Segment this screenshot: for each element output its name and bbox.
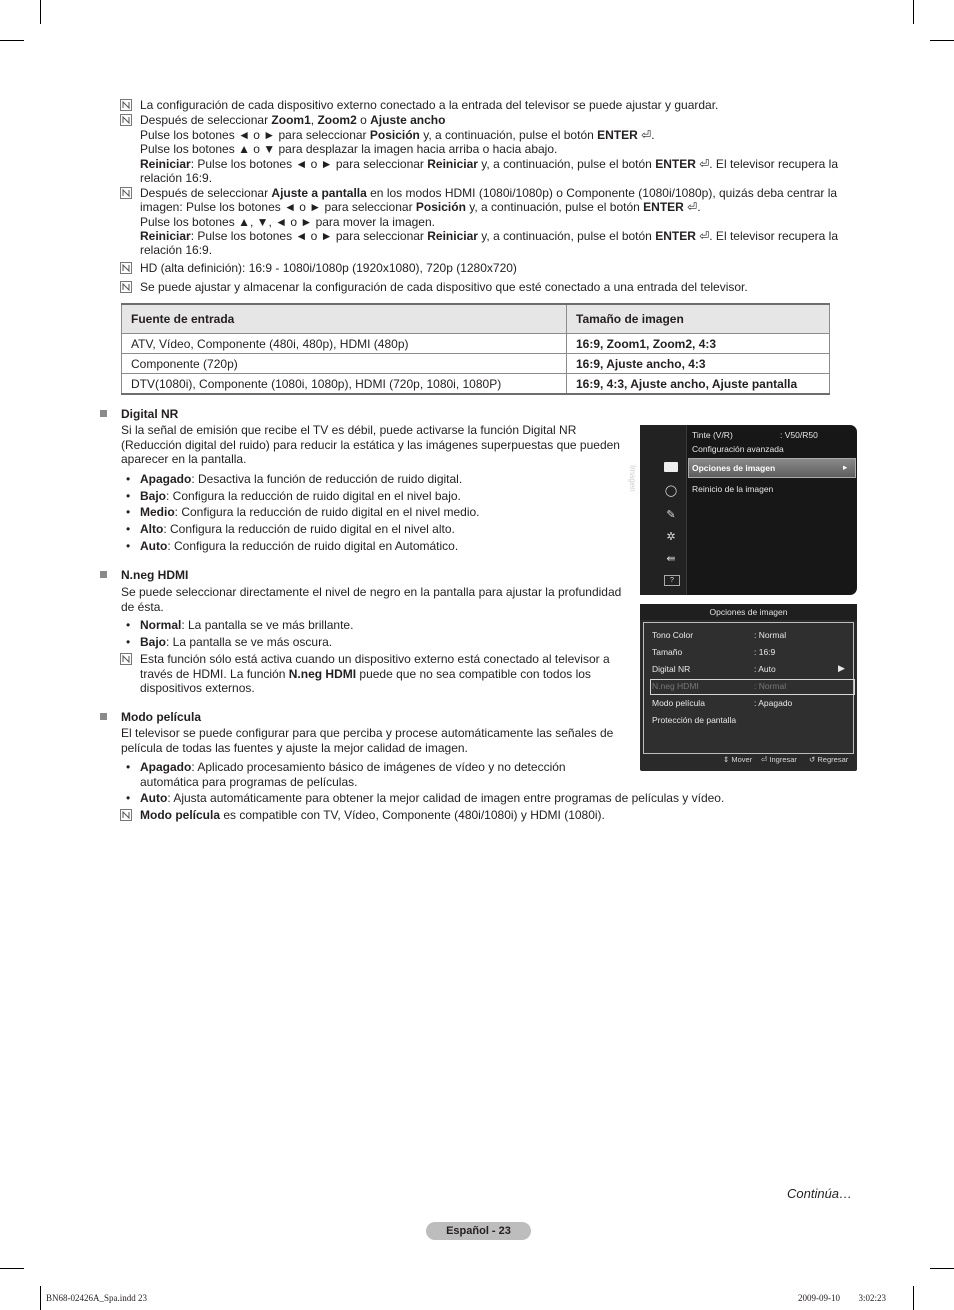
note-line: Pulse los botones ◄ o ► para seleccionar Posición y, a continuación, pulse el botón ENTER ⏎.	[140, 128, 655, 142]
modo-note	[0, 808, 954, 822]
note-line: Reiniciar: Pulse los botones ◄ o ► para seleccionar Reiniciar y, a continuación, pulse el botón ENTER ⏎. El televisor recupera la	[140, 229, 838, 243]
bullet-icon: •	[126, 618, 131, 632]
note-icon	[120, 281, 132, 293]
note-text: Modo película es compatible con TV, Vídeo, Componente (480i/1080i) y HDMI (1080i).	[140, 808, 605, 822]
list-item: Alto: Configura la reducción de ruido digital en el nivel alto.	[140, 522, 455, 536]
list-item: Auto: Configura la reducción de ruido digital en Automático.	[140, 539, 459, 553]
note-line: Después de seleccionar Ajuste a pantalla en los modos HDMI (1080i/1080p) o Componente (1080i/1080p), quizás deba centrar la	[140, 186, 838, 200]
table-cell: 16:9, Ajuste ancho, 4:3	[567, 354, 830, 374]
page-number: Español - 23	[426, 1222, 531, 1240]
note-line: Después de seleccionar Zoom1, Zoom2 o Ajuste ancho	[140, 113, 446, 127]
note-text: La configuración de cada dispositivo externo conectado a la entrada del televisor se puede ajustar y guardar.	[140, 98, 719, 112]
menu-row-modo-pelicula[interactable]: Modo película : Apagado	[652, 698, 793, 708]
note-line: imagen: Pulse los botones ◄ o ► para seleccionar Posición y, a continuación, pulse el botón ENTER ⏎.	[140, 200, 701, 214]
note-text: Esta función sólo está activa cuando un dispositivo externo está conectado al televisor a través de HDMI. La función N.neg HDMI puede que no sea compatible con todos los dispositivos externos.	[140, 652, 610, 695]
table-cell: DTV(1080i), Componente (1080i, 1080p), HDMI (720p, 1080i, 1080P)	[122, 374, 567, 395]
note-icon	[120, 809, 132, 821]
return-hint: ↺ Regresar	[809, 755, 849, 764]
table-row	[122, 354, 830, 374]
list-item: Bajo: La pantalla se ve más oscura.	[140, 635, 333, 649]
bullet-icon: •	[126, 760, 131, 774]
nneg-note	[0, 652, 640, 696]
menu-sidebar	[628, 425, 687, 595]
continues-label: Continúa…	[787, 1186, 853, 1201]
section-heading-nneg-hdmi: N.neg HDMI	[121, 568, 189, 582]
print-date: 2009-09-10 ￿￿ 3:02:23	[798, 1293, 886, 1303]
note-1	[0, 98, 954, 112]
note-line: Pulse los botones ▲ o ▼ para desplazar la imagen hacia arriba o hacia abajo.	[140, 142, 558, 156]
table-header-row	[122, 304, 830, 334]
sound-icon[interactable]: ◯	[664, 485, 678, 497]
menu-row-tono-color[interactable]: Tono Color : Normal	[652, 630, 787, 640]
menu-title: Opciones de imagen	[640, 604, 857, 620]
bullet-icon: •	[126, 505, 131, 519]
support-icon[interactable]: ?	[664, 575, 680, 586]
arrow-right-icon: ▸	[843, 462, 848, 472]
note-line: Reiniciar: Pulse los botones ◄ o ► para seleccionar Reiniciar y, a continuación, pulse el botón ENTER ⏎. El televisor recupera la	[140, 157, 838, 171]
move-hint: ⇕ Mover	[723, 755, 753, 764]
note-text: HD (alta definición): 16:9 - 1080i/1080p (1920x1080), 720p (1280x720)	[140, 261, 517, 275]
note-icon	[120, 114, 132, 126]
menu-item-config-avanzada[interactable]: Configuración avanzada	[692, 444, 784, 454]
table-header: Fuente de entrada	[122, 304, 567, 334]
bullet-icon: •	[126, 522, 131, 536]
menu-box	[643, 622, 854, 754]
menu-item-tinte[interactable]: Tinte (V/R)	[692, 430, 733, 440]
sidebar-label: Imagen	[628, 465, 637, 492]
enter-icon: ⏎	[699, 229, 710, 243]
table-row	[122, 334, 830, 354]
list-item: Medio: Configura la reducción de ruido digital en el nivel medio.	[140, 505, 480, 519]
note-4	[0, 261, 954, 275]
note-line: relación 16:9.	[140, 171, 213, 185]
list-item: Bajo: Configura la reducción de ruido digital en el nivel bajo.	[140, 489, 461, 503]
section-heading-digital-nr: Digital NR	[121, 407, 179, 421]
tv-menu-picture	[628, 425, 857, 595]
enter-hint: ⏎ Ingresar	[761, 755, 797, 764]
enter-icon: ⏎	[699, 157, 710, 171]
list-item: Apagado: Aplicado procesamiento básico de imágenes de vídeo y no detección automática para programas de películas.	[140, 760, 566, 789]
menu-row-digital-nr[interactable]: Digital NR : Auto	[652, 664, 776, 674]
menu-row-nneg-hdmi: N.neg HDMI : Normal	[652, 681, 787, 691]
table-cell: 16:9, 4:3, Ajuste ancho, Ajuste pantalla	[567, 374, 830, 395]
picture-icon[interactable]	[664, 462, 678, 472]
bullet-icon: •	[126, 635, 131, 649]
section-bullet-icon	[100, 713, 107, 720]
enter-icon: ⏎	[641, 128, 652, 142]
table-row	[122, 374, 830, 395]
bullet-icon: •	[126, 489, 131, 503]
section-desc: El televisor se puede configurar para que perciba y procese automáticamente las señales de película de todas las fuentes y ajuste la mejor calidad de imagen.	[121, 726, 614, 755]
table-cell: ATV, Vídeo, Componente (480i, 480p), HDMI (480p)	[122, 334, 567, 354]
input-size-table	[121, 303, 830, 395]
table-header: Tamaño de imagen	[567, 304, 830, 334]
section-desc: Se puede seleccionar directamente el nivel de negro en la pantalla para ajustar la profundidad de ésta.	[121, 585, 622, 614]
note-icon	[120, 262, 132, 274]
note-icon	[120, 187, 132, 199]
list-item: Auto: Ajusta automáticamente para obtener la mejor calidad de imagen entre programas de películas y vídeo.	[140, 791, 725, 805]
bullet-icon: •	[126, 539, 131, 553]
note-icon	[120, 653, 132, 665]
bullet-icon: •	[126, 791, 131, 805]
return-icon: ↺	[809, 755, 816, 764]
menu-row-proteccion[interactable]: Protección de pantalla	[652, 715, 737, 725]
note-3	[0, 186, 954, 258]
enter-icon: ⏎	[761, 755, 768, 764]
updown-icon: ⇕	[723, 755, 730, 764]
play-arrow-icon: ▶	[838, 663, 845, 673]
table-cell: Componente (720p)	[122, 354, 567, 374]
note-line: Pulse los botones ▲, ▼, ◄ o ► para mover la imagen.	[140, 215, 435, 229]
section-bullet-icon	[100, 571, 107, 578]
note-2	[0, 113, 954, 185]
file-name: BN68-02426A_Spa.indd 23	[46, 1293, 147, 1303]
note-text: Se puede ajustar y almacenar la configuración de cada dispositivo que esté conectado a una entrada del televisor.	[140, 280, 748, 294]
enter-icon: ⏎	[687, 200, 698, 214]
section-heading-modo-pelicula: Modo película	[121, 710, 202, 724]
tv-menu-picture-options	[640, 604, 857, 771]
setup-icon[interactable]: ✲	[666, 531, 676, 543]
input-icon[interactable]: ⇚	[666, 553, 676, 565]
menu-item-opciones-imagen[interactable]: Opciones de imagen	[692, 463, 776, 473]
table-cell: 16:9, Zoom1, Zoom2, 4:3	[567, 334, 830, 354]
note-5	[0, 280, 954, 294]
list-item: Apagado: Desactiva la función de reducción de ruido digital.	[140, 472, 463, 486]
note-icon	[120, 99, 132, 111]
channel-icon[interactable]: ✎	[666, 509, 676, 521]
menu-row-tamano[interactable]: Tamaño : 16:9	[652, 647, 776, 657]
list-item: Normal: La pantalla se ve más brillante.	[140, 618, 354, 632]
menu-item-reinicio[interactable]: Reinicio de la imagen	[692, 484, 774, 494]
note-line: relación 16:9.	[140, 243, 213, 257]
menu-item-tinte-value: : V50/R50	[780, 430, 818, 440]
section-bullet-icon	[100, 410, 107, 417]
section-desc: Si la señal de emisión que recibe el TV es débil, puede activarse la función Digital NR (Reducción digital del ruido) para reducir la estática y las imágenes superpuestas que pueden aparecer en la pantalla.	[121, 423, 620, 466]
bullet-icon: •	[126, 472, 131, 486]
